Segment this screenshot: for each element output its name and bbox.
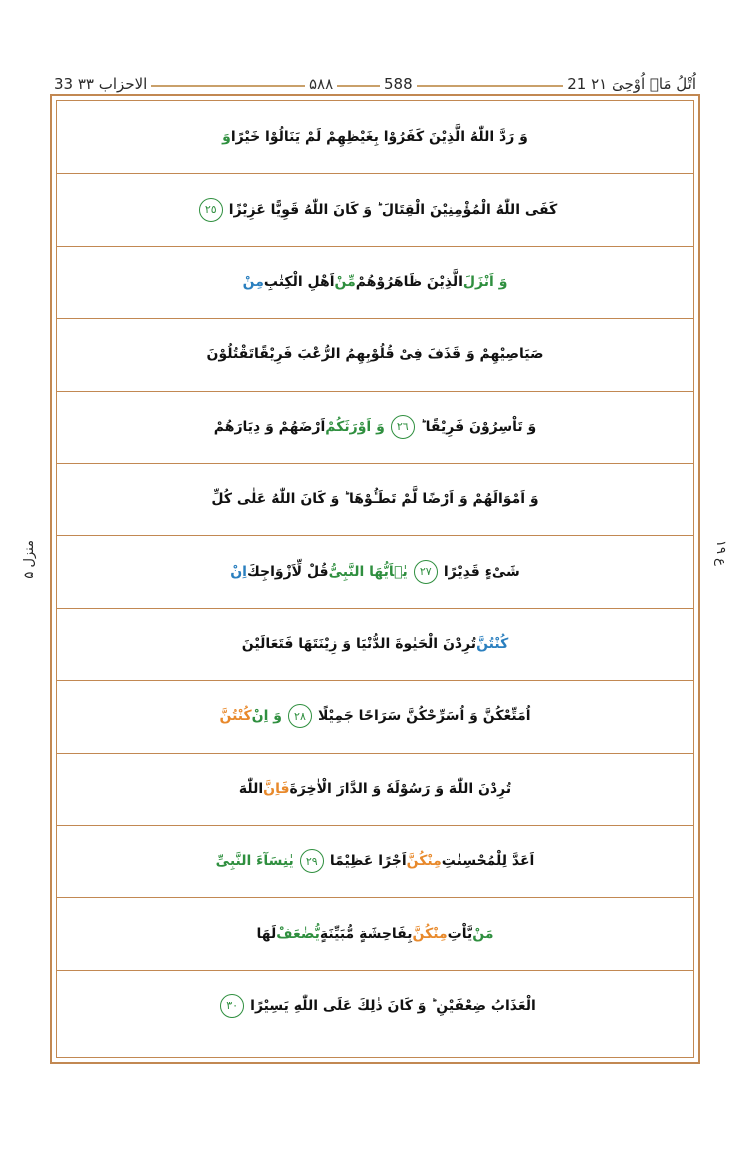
verse-line — [57, 463, 693, 535]
header-page-number-arabic: ۵۸۸ — [305, 74, 337, 94]
verse-text: تُرِدْنَ اللّٰهَ وَ رَسُوْلَهٗ وَ الدَّارَ الْاٰخِرَةَ — [289, 780, 512, 797]
ayah-number-marker: ٢٦ — [391, 415, 415, 439]
verse-text: لَهَا — [256, 925, 277, 942]
verse-text: اُمَتِّعْكُنَّ وَ اُسَرِّحْكُنَّ سَرَاحًا جَمِیْلًا — [317, 708, 531, 725]
verse-text: كُنْتُنَّ — [476, 635, 509, 652]
header-page-number: 588 — [380, 74, 417, 94]
ayah-number-marker: ٢٧ — [414, 560, 438, 584]
verse-line — [57, 101, 693, 173]
verse-text: اللّٰهَ — [238, 780, 264, 797]
ayah-number-marker: ٢٨ — [288, 704, 312, 728]
verse-text: كُنْتُنَّ — [219, 708, 252, 725]
ayah-number-marker: ٢٩ — [300, 849, 324, 873]
header-surah-label: 33 الاحزاب ۳۳ — [50, 74, 151, 94]
verse-line — [57, 753, 693, 825]
ruku-marker: ع ۱۹ — [713, 540, 728, 566]
verse-line — [57, 897, 693, 969]
verse-text: یَّاْتِ — [447, 925, 473, 942]
ayah-number-marker: ٣٠ — [220, 994, 244, 1018]
verse-text: شَیْءٍ قَدِیْرًا — [443, 563, 520, 580]
verse-line — [57, 680, 693, 752]
verse-text: الَّذِیْنَ ظَاهَرُوْهُمْ — [355, 273, 463, 290]
verse-text: مِنْكُنَّ — [412, 925, 448, 942]
page-header — [50, 74, 700, 96]
verse-text: اِنْ — [230, 563, 247, 580]
verse-line — [57, 391, 693, 463]
verse-line — [57, 970, 693, 1042]
verse-text: قُلْ لِّاَزْوَاجِكَ — [246, 563, 329, 580]
verse-text: وَ — [222, 129, 231, 146]
verse-text: مِنْ — [242, 273, 264, 290]
verse-line — [57, 318, 693, 390]
verse-text: وَ اَمْوَالَهُمْ وَ اَرْضًا لَّمْ تَطَـُٔوْهَا ؕ وَ كَانَ اللّٰهُ عَلٰى كُلِّ — [211, 491, 539, 508]
quran-page-frame — [50, 94, 700, 1064]
verse-text: مَنْ — [472, 925, 494, 942]
verse-text: كَفَى اللّٰهُ الْمُؤْمِنِیْنَ الْقِتَالَ ؕ وَ كَانَ اللّٰهُ قَوِیًّا عَزِیْزًا — [228, 201, 558, 218]
verse-text: وَ اِنْ — [251, 708, 282, 725]
verse-text: بِفَاحِشَةٍ مُّبَیِّنَةٍ — [319, 925, 413, 942]
verse-text: اَعَدَّ لِلْمُحْسِنٰتِ — [441, 853, 535, 870]
verse-line — [57, 246, 693, 318]
manzil-marker: منزل ۵ — [22, 540, 37, 579]
verse-text: مِّنْ — [334, 273, 356, 290]
verse-text: فَاِنَّ — [263, 780, 290, 797]
verse-text: تُرِدْنَ الْحَیٰوةَ الدُّنْیَا وَ زِیْنَتَهَا فَتَعَالَیْنَ — [241, 635, 477, 652]
verse-text: وَ تَاْسِرُوْنَ فَرِیْقًا ؕ — [420, 418, 537, 435]
verse-text: اَهْلِ الْكِتٰبِ — [263, 273, 335, 290]
ayah-number-marker: ٢٥ — [199, 198, 223, 222]
verse-line — [57, 608, 693, 680]
verse-text: وَ اَوْرَثَكُمْ — [325, 418, 385, 435]
text-area — [56, 100, 694, 1058]
verse-text: وَ اَنْزَلَ — [462, 273, 508, 290]
verse-text: اَرْضَهُمْ وَ دِیَارَهُمْ — [213, 418, 326, 435]
verse-text: وَ رَدَّ اللّٰهُ الَّذِیْنَ كَفَرُوْا بِغَیْظِهِمْ لَمْ یَنَالُوْا خَیْرًا — [230, 129, 528, 146]
verse-text: اَجْرًا عَظِیْمًا — [329, 853, 407, 870]
verse-text: صَیَاصِیْهِمْ وَ قَذَفَ فِیْ قُلُوْبِهِمُ الرُّعْبَ فَرِیْقًا — [254, 346, 544, 363]
verse-text: مِنْكُنَّ — [406, 853, 442, 870]
verse-line — [57, 535, 693, 607]
header-juz-label: 21 اُتْلُ مَاۤ اُوْحِیَ ۲۱ — [563, 74, 700, 94]
verse-text: الْعَذَابُ ضِعْفَیْنِ ؕ وَ كَانَ ذٰلِكَ عَلَى اللّٰهِ یَسِیْرًا — [250, 997, 536, 1014]
verse-text: یٰۤاَیُّهَا النَّبِیُّ — [328, 563, 408, 580]
verse-line — [57, 173, 693, 245]
verse-text: یُّضٰعَفْ — [276, 925, 320, 942]
verse-text: تَقْتُلُوْنَ — [206, 346, 254, 363]
verse-line — [57, 825, 693, 897]
verse-text: یٰنِسَآءَ النَّبِیِّ — [215, 853, 294, 870]
